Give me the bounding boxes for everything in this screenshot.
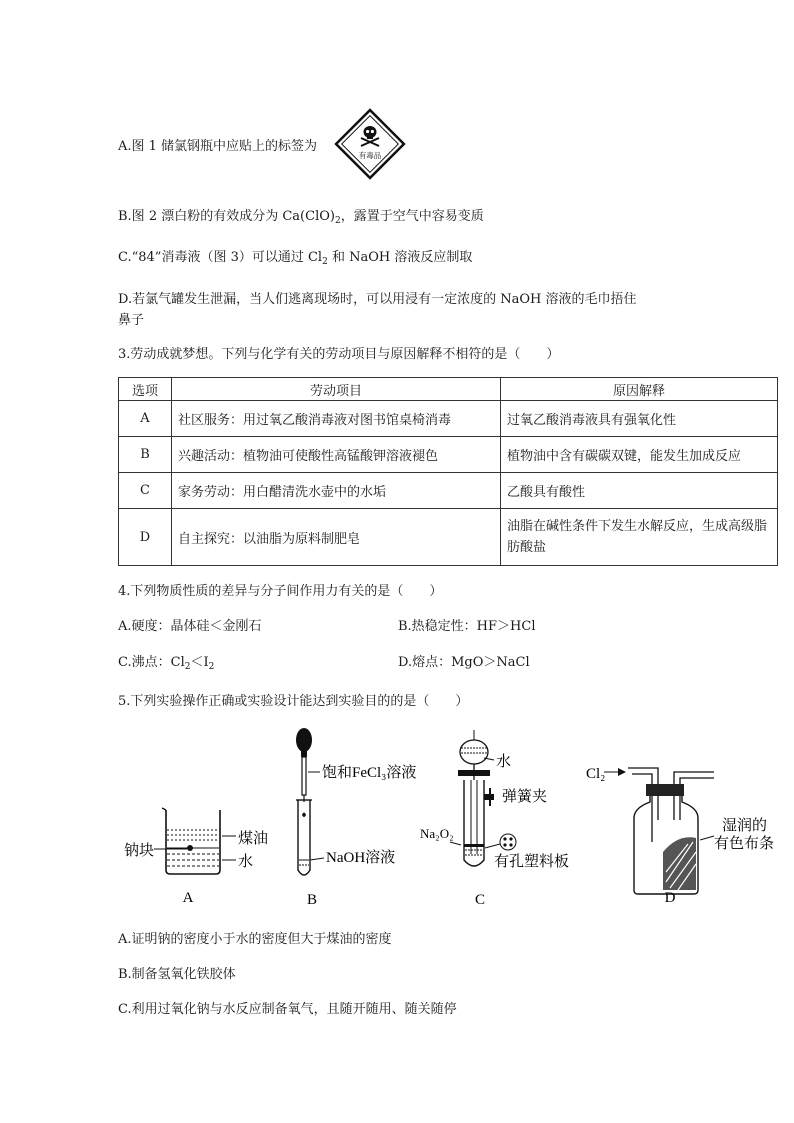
row-option: D bbox=[119, 509, 172, 566]
label-fecl3: 饱和FeCl₃溶液 bbox=[322, 765, 417, 781]
row-activity: 自主探究：以油脂为原料制肥皂 bbox=[172, 509, 501, 566]
label-clamp: 弹簧夹 bbox=[502, 789, 548, 805]
q4-option-c-text: C.沸点：Cl bbox=[118, 655, 185, 670]
label-na2o2: Na₂O₂ bbox=[420, 826, 454, 841]
q5-option-c: C.利用过氧化钠与水反应制备氧气，且随开随用、随关随停 bbox=[118, 1002, 457, 1017]
q4-option-b: B.热稳定性：HF＞HCl bbox=[398, 619, 536, 634]
label-colored-cloth: 有色布条 bbox=[714, 836, 775, 852]
subscript: 2 bbox=[184, 662, 191, 672]
row-activity: 社区服务：用过氧乙酸消毒液对图书馆桌椅消毒 bbox=[172, 401, 501, 437]
row-option: B bbox=[119, 437, 172, 473]
beaker-figure-a bbox=[124, 808, 268, 906]
q5-title: 5.下列实验操作正确或实验设计能达到实验目的的是（ ） bbox=[118, 694, 469, 709]
gas-generator-figure-c bbox=[420, 730, 569, 908]
q2-option-d-line2: 鼻子 bbox=[118, 313, 145, 328]
row-reason: 过氧乙酸消毒液具有强氧化性 bbox=[501, 401, 778, 437]
header-activity: 劳动项目 bbox=[172, 378, 501, 401]
q5-option-b: B.制备氢氧化铁胶体 bbox=[118, 967, 236, 982]
figure-letter-d: D bbox=[664, 890, 676, 906]
poison-label-text: 有毒品 bbox=[358, 151, 382, 160]
table-row bbox=[119, 401, 778, 437]
label-plate: 有孔塑料板 bbox=[494, 854, 570, 870]
q3-table bbox=[118, 377, 778, 566]
table-row bbox=[119, 473, 778, 509]
q2-option-a-text: A.图 1 储氯钢瓶中应贴上的标签为 bbox=[118, 139, 318, 154]
row-option: C bbox=[119, 473, 172, 509]
label-water: 水 bbox=[238, 854, 254, 870]
q3-title: 3.劳动成就梦想。下列与化学有关的劳动项目与原因解释不相符的是（ ） bbox=[118, 347, 560, 362]
row-reason: 乙酸具有酸性 bbox=[501, 473, 778, 509]
q4-option-a: A.硬度：晶体硅＜金刚石 bbox=[118, 619, 262, 634]
label-naoh: NaOH溶液 bbox=[326, 850, 396, 866]
poison-label-icon bbox=[330, 104, 410, 184]
q2-option-a bbox=[118, 135, 317, 154]
q2-option-b-text-end: ，露置于空气中容易变质 bbox=[340, 209, 484, 224]
q2-option-d bbox=[118, 288, 636, 307]
q2-option-d-cont bbox=[118, 309, 144, 328]
label-wet: 湿润的 bbox=[722, 818, 768, 834]
q2-option-c-text-end: 和 NaOH 溶液反应制取 bbox=[327, 250, 473, 265]
row-option: A bbox=[119, 401, 172, 437]
subscript: 2 bbox=[322, 257, 328, 267]
q2-option-c-text: C.“84”消毒液（图 3）可以通过 Cl bbox=[118, 250, 323, 265]
gas-bottle-figure-d bbox=[586, 766, 774, 906]
row-reason: 植物油中含有碳碳双键，能发生加成反应 bbox=[501, 437, 778, 473]
label-c-water: 水 bbox=[496, 754, 512, 770]
q2-option-c bbox=[118, 246, 472, 267]
label-cl2: Cl₂ bbox=[586, 766, 606, 782]
row-activity: 兴趣活动：植物油可使酸性高锰酸钾溶液褪色 bbox=[172, 437, 501, 473]
figure-letter-c: C bbox=[474, 892, 486, 908]
test-tube-figure-b bbox=[296, 728, 416, 908]
q4-title: 4.下列物质性质的差异与分子间作用力有关的是（ ） bbox=[118, 584, 443, 599]
q2-option-b bbox=[118, 205, 484, 226]
q4-option-d: D.熔点：MgO＞NaCl bbox=[398, 655, 530, 670]
q4-option-c-mid: ＜I bbox=[190, 655, 209, 670]
table-header-row bbox=[119, 378, 778, 401]
apparatus-figure bbox=[118, 722, 788, 912]
q4-option-c bbox=[118, 651, 214, 672]
row-reason: 油脂在碱性条件下发生水解反应，生成高级脂肪酸盐 bbox=[501, 509, 778, 566]
figure-letter-b: B bbox=[306, 892, 318, 908]
subscript: 2 bbox=[208, 662, 215, 672]
row-activity: 家务劳动：用白醋清洗水壶中的水垢 bbox=[172, 473, 501, 509]
subscript: 2 bbox=[334, 216, 341, 226]
table-row bbox=[119, 509, 778, 566]
label-sodium: 钠块 bbox=[124, 843, 155, 859]
q5-option-a: A.证明钠的密度小于水的密度但大于煤油的密度 bbox=[118, 932, 392, 947]
q2-option-d-line1: D.若氯气罐发生泄漏，当人们逃离现场时，可以用浸有一定浓度的 NaOH 溶液的毛巾捂住 bbox=[118, 292, 637, 307]
header-option: 选项 bbox=[119, 378, 172, 401]
q2-option-b-text: B.图 2 漂白粉的有效成分为 Ca(ClO) bbox=[118, 209, 335, 224]
header-reason: 原因解释 bbox=[501, 378, 778, 401]
table-row bbox=[119, 437, 778, 473]
label-kerosene: 煤油 bbox=[238, 831, 269, 847]
figure-letter-a: A bbox=[182, 890, 194, 906]
